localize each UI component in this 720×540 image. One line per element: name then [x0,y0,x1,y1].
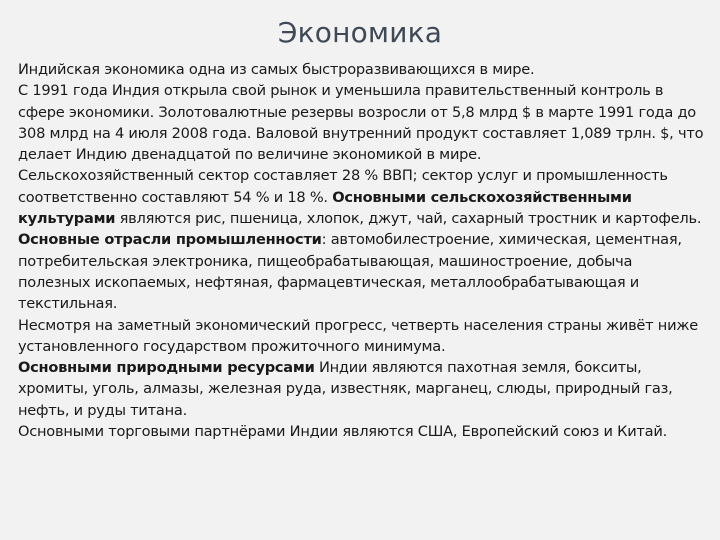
sectors-text: Сельскохозяйственный сектор составляет 28 % ВВП; сектор услуг и промышленность соответственно составляют 54 % и 18 %. [18,167,668,206]
paragraph-poverty: Несмотря на заметный экономический прогресс, четверть населения страны живёт ниже установленного государством прожиточного минимума. [18,316,698,355]
industry-heading: Основные отрасли промышленности [18,231,322,249]
resources-heading: Основными природными ресурсами [18,359,315,377]
paragraph-reforms: С 1991 года Индия открыла свой рынок и уменьшила правительственный контроль в сфере экономики. Золотовалютные резервы возросли от 5,8 млрд $ в марте 1991 года до 308 млрд на 4 июля 2008 года. Валовой внутренний продукт составляет 1,089 трлн. $, что делает Индию двенадцатой по величине экономикой в мире. [18,82,704,164]
resources-text: Индии являются пахотная земля, бокситы, хромиты, уголь, алмазы, железная руда, известняк, марганец, слюды, природный газ, нефть, и руды титана. [18,359,673,419]
paragraph-industry [18,229,708,314]
agri-crops-heading: Основными сельскохозяйственными культурами [18,188,632,228]
paragraph-sectors [18,165,708,229]
paragraph-partners: Основными торговыми партнёрами Индии являются США, Европейский союз и Китай. [18,423,667,441]
paragraph-resources [18,357,708,421]
industry-text: : автомобилестроение, химическая, цементная, потребительская электроника, пищеобрабатывающая, машиностроение, добыча полезных ископаемых, нефтяная, фармацевтическая, металлообрабатывающая и текстильная. [18,231,682,313]
slide-body [18,59,708,442]
paragraph-intro: Индийская экономика одна из самых быстроразвивающихся в мире. [18,61,535,78]
slide-title: Экономика [277,16,443,49]
agri-crops-text: являются рис, пшеница, хлопок, джут, чай, сахарный тростник и картофель. [115,210,702,228]
